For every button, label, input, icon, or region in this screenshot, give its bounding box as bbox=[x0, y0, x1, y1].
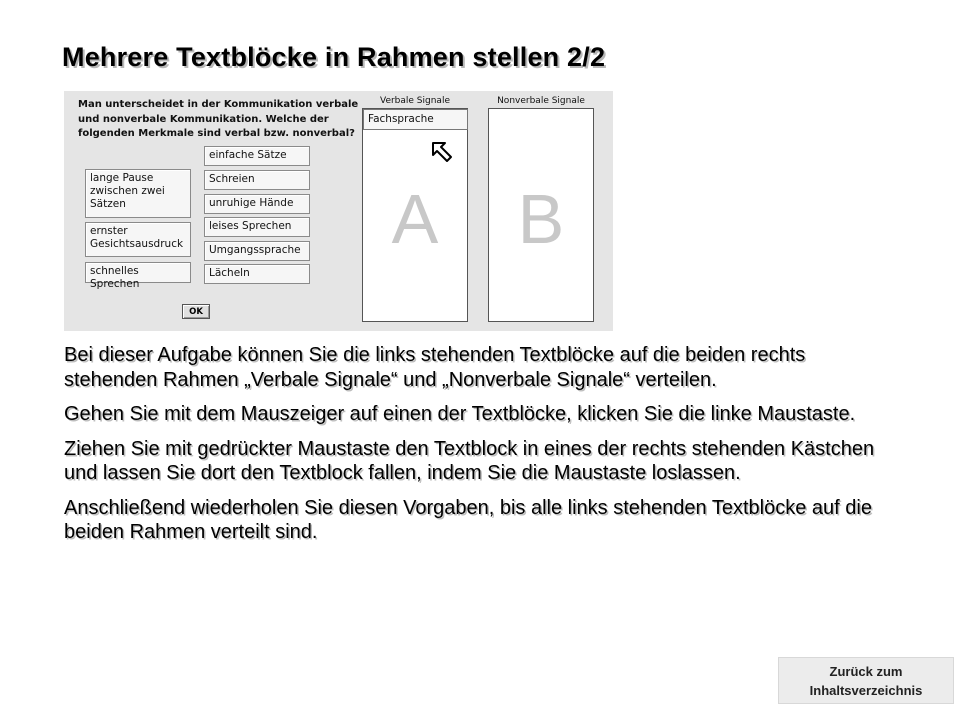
text-block-ernster-gesichtsausdruck[interactable]: ernster Gesichtsausdruck bbox=[85, 222, 191, 257]
text-block-umgangssprache[interactable]: Umgangssprache bbox=[204, 241, 310, 261]
placed-block-fachsprache[interactable]: Fachsprache bbox=[363, 109, 468, 130]
text-block-laecheln[interactable]: Lächeln bbox=[204, 264, 310, 284]
text-block-unruhige-haende[interactable]: unruhige Hände bbox=[204, 194, 310, 214]
slide-title: Mehrere Textblöcke in Rahmen stellen 2/2 bbox=[62, 42, 606, 72]
ok-button[interactable]: OK bbox=[182, 304, 210, 319]
frame-label-nonverbal: Nonverbale Signale bbox=[497, 96, 585, 106]
drop-frame-nonverbal[interactable] bbox=[488, 108, 594, 322]
text-block-schnelles-sprechen[interactable]: schnelles Sprechen bbox=[85, 262, 191, 283]
text-block-leises-sprechen[interactable]: leises Sprechen bbox=[204, 217, 310, 237]
text-block-lange-pause[interactable]: lange Pause zwischen zwei Sätzen bbox=[85, 169, 191, 218]
instruction-paragraph: Anschließend wiederholen Sie diesen Vorgaben, bis alle links stehenden Textblöcke auf die beiden Rahmen verteilt sind. bbox=[64, 496, 872, 543]
instruction-paragraph: Bei dieser Aufgabe können Sie die links stehenden Textblöcke auf die beiden rechts stehenden Rahmen „Verbale Signale“ und „Nonverbale Signale“ verteilen. bbox=[64, 344, 806, 391]
exercise-screenshot bbox=[64, 91, 613, 331]
frame-letter-a: A bbox=[391, 180, 439, 258]
instruction-paragraph: Ziehen Sie mit gedrückter Maustaste den Textblock in eines der rechts stehenden Kästchen und lassen Sie dort den Textblock fallen, indem Sie die Maustaste loslassen. bbox=[64, 437, 875, 484]
text-block-einfache-saetze[interactable]: einfache Sätze bbox=[204, 146, 310, 166]
frame-letter-b: B bbox=[517, 180, 565, 258]
back-to-contents-link[interactable]: Zurück zum Inhaltsverzeichnis bbox=[778, 657, 954, 704]
instructions bbox=[64, 343, 904, 555]
frame-label-verbal: Verbale Signale bbox=[379, 96, 450, 106]
move-cursor-icon bbox=[431, 141, 459, 169]
instruction-paragraph: Gehen Sie mit dem Mauszeiger auf einen der Textblöcke, klicken Sie die linke Maustaste. bbox=[64, 403, 856, 425]
exercise-question: Man unterscheidet in der Kommunikation verbale und nonverbale Kommunikation. Welche der folgenden Merkmale sind verbal bzw. nonverbal? bbox=[78, 99, 359, 139]
text-block-schreien[interactable]: Schreien bbox=[204, 170, 310, 190]
